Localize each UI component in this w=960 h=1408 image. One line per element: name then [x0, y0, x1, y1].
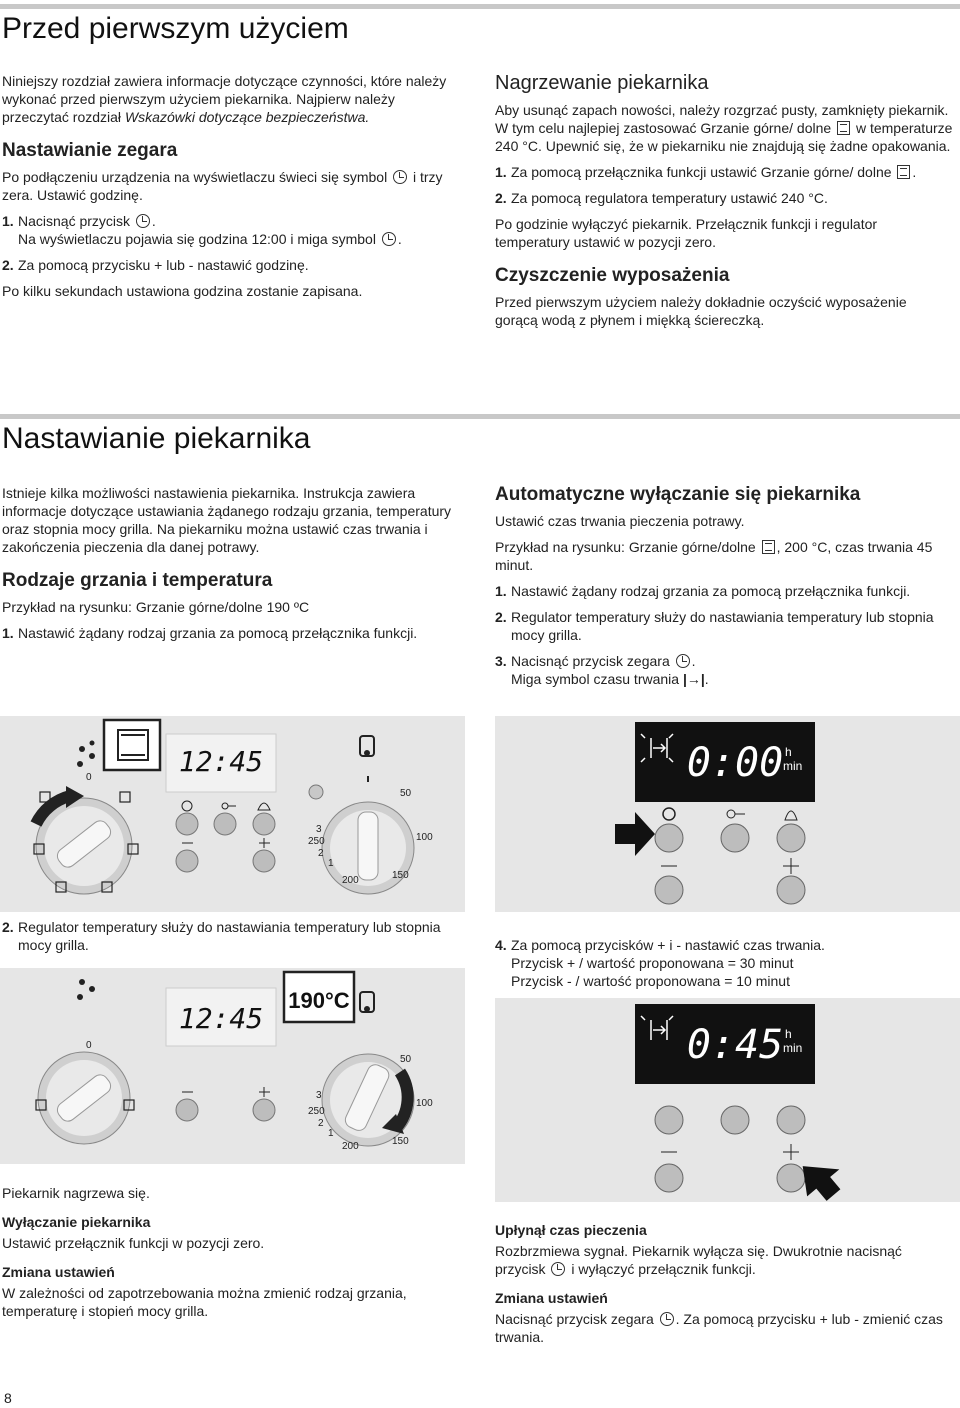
auto-step-3: [495, 652, 953, 688]
step-text: Za pomocą przycisku + lub - nastawić godzinę.: [18, 257, 309, 273]
tick-200: 200: [342, 1141, 359, 1152]
preheat-heading: Nagrzewanie piekarnika: [495, 72, 709, 94]
clock-text-b: i trzy zera. Ustawić godzinę.: [2, 169, 443, 203]
step1-b: Na wyświetlaczu pojawia się godzina 12:00 i miga symbol: [18, 231, 376, 247]
key-button: [214, 803, 236, 835]
thermometer-icon: [360, 992, 374, 1012]
minus-button: [176, 843, 198, 872]
change-b: . Za pomocą przycisku + lub - zmienić czas trwania.: [495, 1311, 943, 1345]
step-number: 3.: [495, 653, 507, 669]
clock-icon: [382, 232, 396, 246]
duration-icon: |→|: [682, 671, 705, 687]
oven-panel-1: [0, 716, 465, 912]
elapsed-text: [495, 1242, 953, 1278]
preheat-text-b: w temperaturze 240 °C. Upewnić się, że w piekarniku nie znajdują się żadne opakowania.: [495, 120, 953, 154]
tick-50: 50: [400, 788, 412, 799]
tick-150: 150: [392, 870, 409, 881]
auto-example: [495, 538, 953, 574]
preheat-text-a: Aby usunąć zapach nowości, należy rozgrzać pusty, zamknięty piekarnik. W tym celu najlepiej zastosować Grzanie górne/ dolne: [495, 102, 949, 136]
step1-a: Nacisnąć przycisk: [18, 213, 131, 229]
tick-g2: 2: [318, 1118, 324, 1129]
tick-100: 100: [416, 832, 433, 843]
auto-off-heading: Automatyczne wyłączanie się piekarnika: [495, 484, 861, 505]
oven-panel-4: [495, 998, 960, 1202]
step-text: Nacisnąć przycisk . Na wyświetlaczu pojawia się godzina 12:00 i miga symbol .: [18, 213, 402, 247]
heating-step-1: [2, 624, 460, 642]
step-text: Za pomocą regulatora temperatury ustawić 240 °C.: [511, 190, 828, 206]
elapsed-heading: Upłynął czas pieczenia: [495, 1222, 647, 1238]
preheat-text: [495, 101, 953, 155]
key-button: [721, 810, 749, 852]
page-title: Przed pierwszym użyciem: [2, 12, 349, 45]
minus-button: [655, 1152, 683, 1192]
change-text: W zależności od zapotrzebowania można zmienić rodzaj grzania, temperaturę i stopień mocy grilla.: [2, 1285, 407, 1319]
step-text: Regulator temperatury służy do nastawiania temperatury lub stopnia mocy grilla.: [18, 919, 441, 953]
minus-button: [176, 1092, 198, 1121]
cleaning-heading: Czyszczenie wyposażenia: [495, 265, 730, 286]
step-number: 2.: [495, 609, 507, 625]
change-heading: Zmiana ustawień: [2, 1264, 115, 1280]
preheat-step-1: [495, 163, 953, 181]
oven-panel-3: [0, 968, 465, 1164]
clock-text-a: Po podłączeniu urządzenia na wyświetlaczu świeci się symbol: [2, 169, 388, 185]
unit-h: h: [785, 1027, 792, 1041]
unit-min: min: [783, 759, 803, 773]
tick-g1: 1: [328, 1128, 334, 1139]
timer-display: 0:00: [686, 740, 784, 786]
clock-icon: [676, 654, 690, 668]
top-bottom-heat-icon: [837, 121, 850, 135]
heating-example: Przykład na rysunku: Grzanie górne/dolne 190 ºC: [2, 599, 310, 615]
unit-min: min: [783, 1041, 803, 1055]
oven-panel-4-drawing: [495, 998, 960, 1202]
plus-button: [253, 1087, 275, 1121]
timer-display: 0:45: [686, 1022, 784, 1068]
step4-c: Przycisk - / wartość proponowana = 10 minut: [511, 973, 790, 989]
clock-icon: [660, 1312, 674, 1326]
oven-panel-1-drawing: [0, 716, 465, 912]
left-column-1: [2, 72, 460, 308]
preheat-step-2: [495, 189, 953, 207]
step-text: Za pomocą przełącznika funkcji ustawić Grzanie górne/ dolne .: [511, 164, 917, 180]
clock-icon: [136, 214, 150, 228]
step-text: Nastawić żądany rodzaj grzania za pomocą przełącznika funkcji.: [511, 583, 911, 599]
clock-icon: [393, 170, 407, 184]
change-a: Nacisnąć przycisk zegara: [495, 1311, 654, 1327]
auto-step-4-block: [495, 936, 953, 998]
step-text: [511, 936, 825, 990]
auto-step-2: [495, 608, 953, 644]
cleaning-text: Przed pierwszym użyciem należy dokładnie oczyścić wyposażenie gorącą wodą z płynem i miękką ściereczką.: [495, 294, 907, 328]
page-number: 8: [4, 1390, 12, 1406]
step-number: 4.: [495, 937, 507, 953]
pointer-arrow: [615, 812, 655, 856]
auto-step-1: [495, 582, 953, 600]
plus-button: [777, 858, 805, 904]
safety-link[interactable]: Wskazówki dotyczące bezpieczeństwa.: [124, 109, 370, 125]
step4-a: Za pomocą przycisków + i - nastawić czas trwania.: [511, 937, 825, 953]
off-heading: Wyłączanie piekarnika: [2, 1214, 151, 1230]
right-column-2: [495, 484, 953, 696]
change-duration-text: [495, 1310, 953, 1346]
oven-panel-2-drawing: [495, 716, 960, 912]
step-number: 1.: [495, 164, 507, 180]
time-display: 12:45: [178, 745, 264, 778]
tick-50: 50: [400, 1054, 412, 1065]
intro-body: Niniejszy rozdział zawiera informacje dotyczące czynności, które należy wykonać przed pierwszym użyciem piekarnika. Najpierw należy przeczytać rozdział: [2, 73, 447, 125]
oven-panel-2: [495, 716, 960, 912]
clock-note: Po kilku sekundach ustawiona godzina zostanie zapisana.: [2, 283, 363, 299]
clock-button: [655, 808, 683, 852]
bell-button: [777, 1106, 805, 1134]
function-indicator-icon: [77, 741, 95, 768]
clock-text: [2, 168, 460, 204]
step-number: 1.: [495, 583, 507, 599]
step3-a: Nacisnąć przycisk zegara: [511, 653, 670, 669]
elapsed-a: Rozbrzmiewa sygnał. Piekarnik wyłącza się. Dwukrotnie nacisnąć przycisk: [495, 1243, 902, 1277]
top-rule: [0, 4, 960, 9]
function-indicator-icon: [77, 979, 95, 1000]
key-button: [721, 1106, 749, 1134]
auto-text: Ustawić czas trwania pieczenia potrawy.: [495, 513, 745, 529]
step1: Za pomocą przełącznika funkcji ustawić Grzanie górne/ dolne: [511, 164, 892, 180]
clock-step-1: [2, 212, 460, 248]
callout-box: [104, 720, 160, 770]
right-column-1: [495, 72, 953, 337]
clock-icon: [551, 1262, 565, 1276]
section-title: Nastawianie piekarnika: [2, 422, 311, 455]
tick-200: 200: [342, 875, 359, 886]
elapsed-b: i wyłączyć przełącznik funkcji.: [571, 1261, 756, 1277]
time-display: 12:45: [178, 1002, 264, 1035]
preheat-after: Po godzinie wyłączyć piekarnik. Przełącznik funkcji i regulator temperatury ustawić w pozycji zero.: [495, 216, 878, 250]
left-column-2: [2, 484, 460, 650]
tick-250: 250: [308, 1106, 325, 1117]
step-text: Regulator temperatury służy do nastawiania temperatury lub stopnia mocy grilla.: [511, 609, 934, 643]
oven-panel-3-drawing: [0, 968, 465, 1164]
thermometer-icon: [360, 736, 374, 756]
step-number: 1.: [2, 625, 14, 641]
bell-button: [777, 811, 805, 852]
auto-example-a: Przykład na rysunku: Grzanie górne/dolne: [495, 539, 756, 555]
heating-step-2: [2, 918, 460, 954]
clock-button: [655, 1106, 683, 1134]
tick-250: 250: [308, 836, 325, 847]
temperature-callout-value: 190°C: [288, 988, 350, 1013]
auto-step-4: [495, 936, 953, 990]
minus-button: [655, 866, 683, 904]
right-bottom: [495, 1222, 953, 1354]
step-text: Nacisnąć przycisk zegara . Miga symbol czasu trwania |→|.: [511, 653, 709, 687]
left-bottom: [2, 1184, 460, 1328]
change-duration-heading: Zmiana ustawień: [495, 1290, 608, 1306]
off-text: Ustawić przełącznik funkcji w pozycji zero.: [2, 1235, 265, 1251]
tick-g1: 1: [328, 858, 334, 869]
heating-step-2-block: [2, 918, 460, 962]
settings-intro: Istnieje kilka możliwości nastawienia piekarnika. Instrukcja zawiera informacje dotyczące ustawiania żądanego rodzaju grzania, temperatury oraz stopnia mocy grilla. Na piekarniku można ustawić czas trwania i zakończenia pieczenia dla danej potrawy.: [2, 485, 452, 555]
heats-text: Piekarnik nagrzewa się.: [2, 1185, 150, 1201]
step-number: 2.: [2, 919, 14, 935]
tick-g2: 2: [318, 848, 324, 859]
plus-button: [777, 1144, 805, 1192]
top-bottom-heat-icon: [762, 540, 775, 554]
tick-g3: 3: [316, 824, 322, 835]
top-bottom-heat-icon: [897, 165, 910, 179]
plus-button: [253, 838, 275, 872]
tick-150: 150: [392, 1136, 409, 1147]
step4-b: Przycisk + / wartość proponowana = 30 minut: [511, 955, 794, 971]
step3-b: Miga symbol czasu trwania: [511, 671, 680, 687]
clock-step-2: [2, 256, 460, 274]
clock-heading: Nastawianie zegara: [2, 140, 178, 161]
step-text: Nastawić żądany rodzaj grzania za pomocą przełącznika funkcji.: [18, 625, 418, 641]
section-rule: [0, 414, 960, 419]
tick-g3: 3: [316, 1090, 322, 1101]
indicator-lamp: [309, 785, 323, 799]
tick-100: 100: [416, 1098, 433, 1109]
heating-heading: Rodzaje grzania i temperatura: [2, 570, 273, 591]
func-zero-label: 0: [86, 772, 92, 783]
unit-h: h: [785, 745, 792, 759]
clock-button: [176, 801, 198, 835]
auto-example-b: , 200 °C, czas trwania 45 minut.: [495, 539, 933, 573]
step-number: 2.: [2, 257, 14, 273]
intro-text: [2, 72, 460, 126]
func-zero-label: 0: [86, 1040, 92, 1051]
step-number: 1.: [2, 213, 14, 229]
bell-button: [253, 803, 275, 835]
step-number: 2.: [495, 190, 507, 206]
